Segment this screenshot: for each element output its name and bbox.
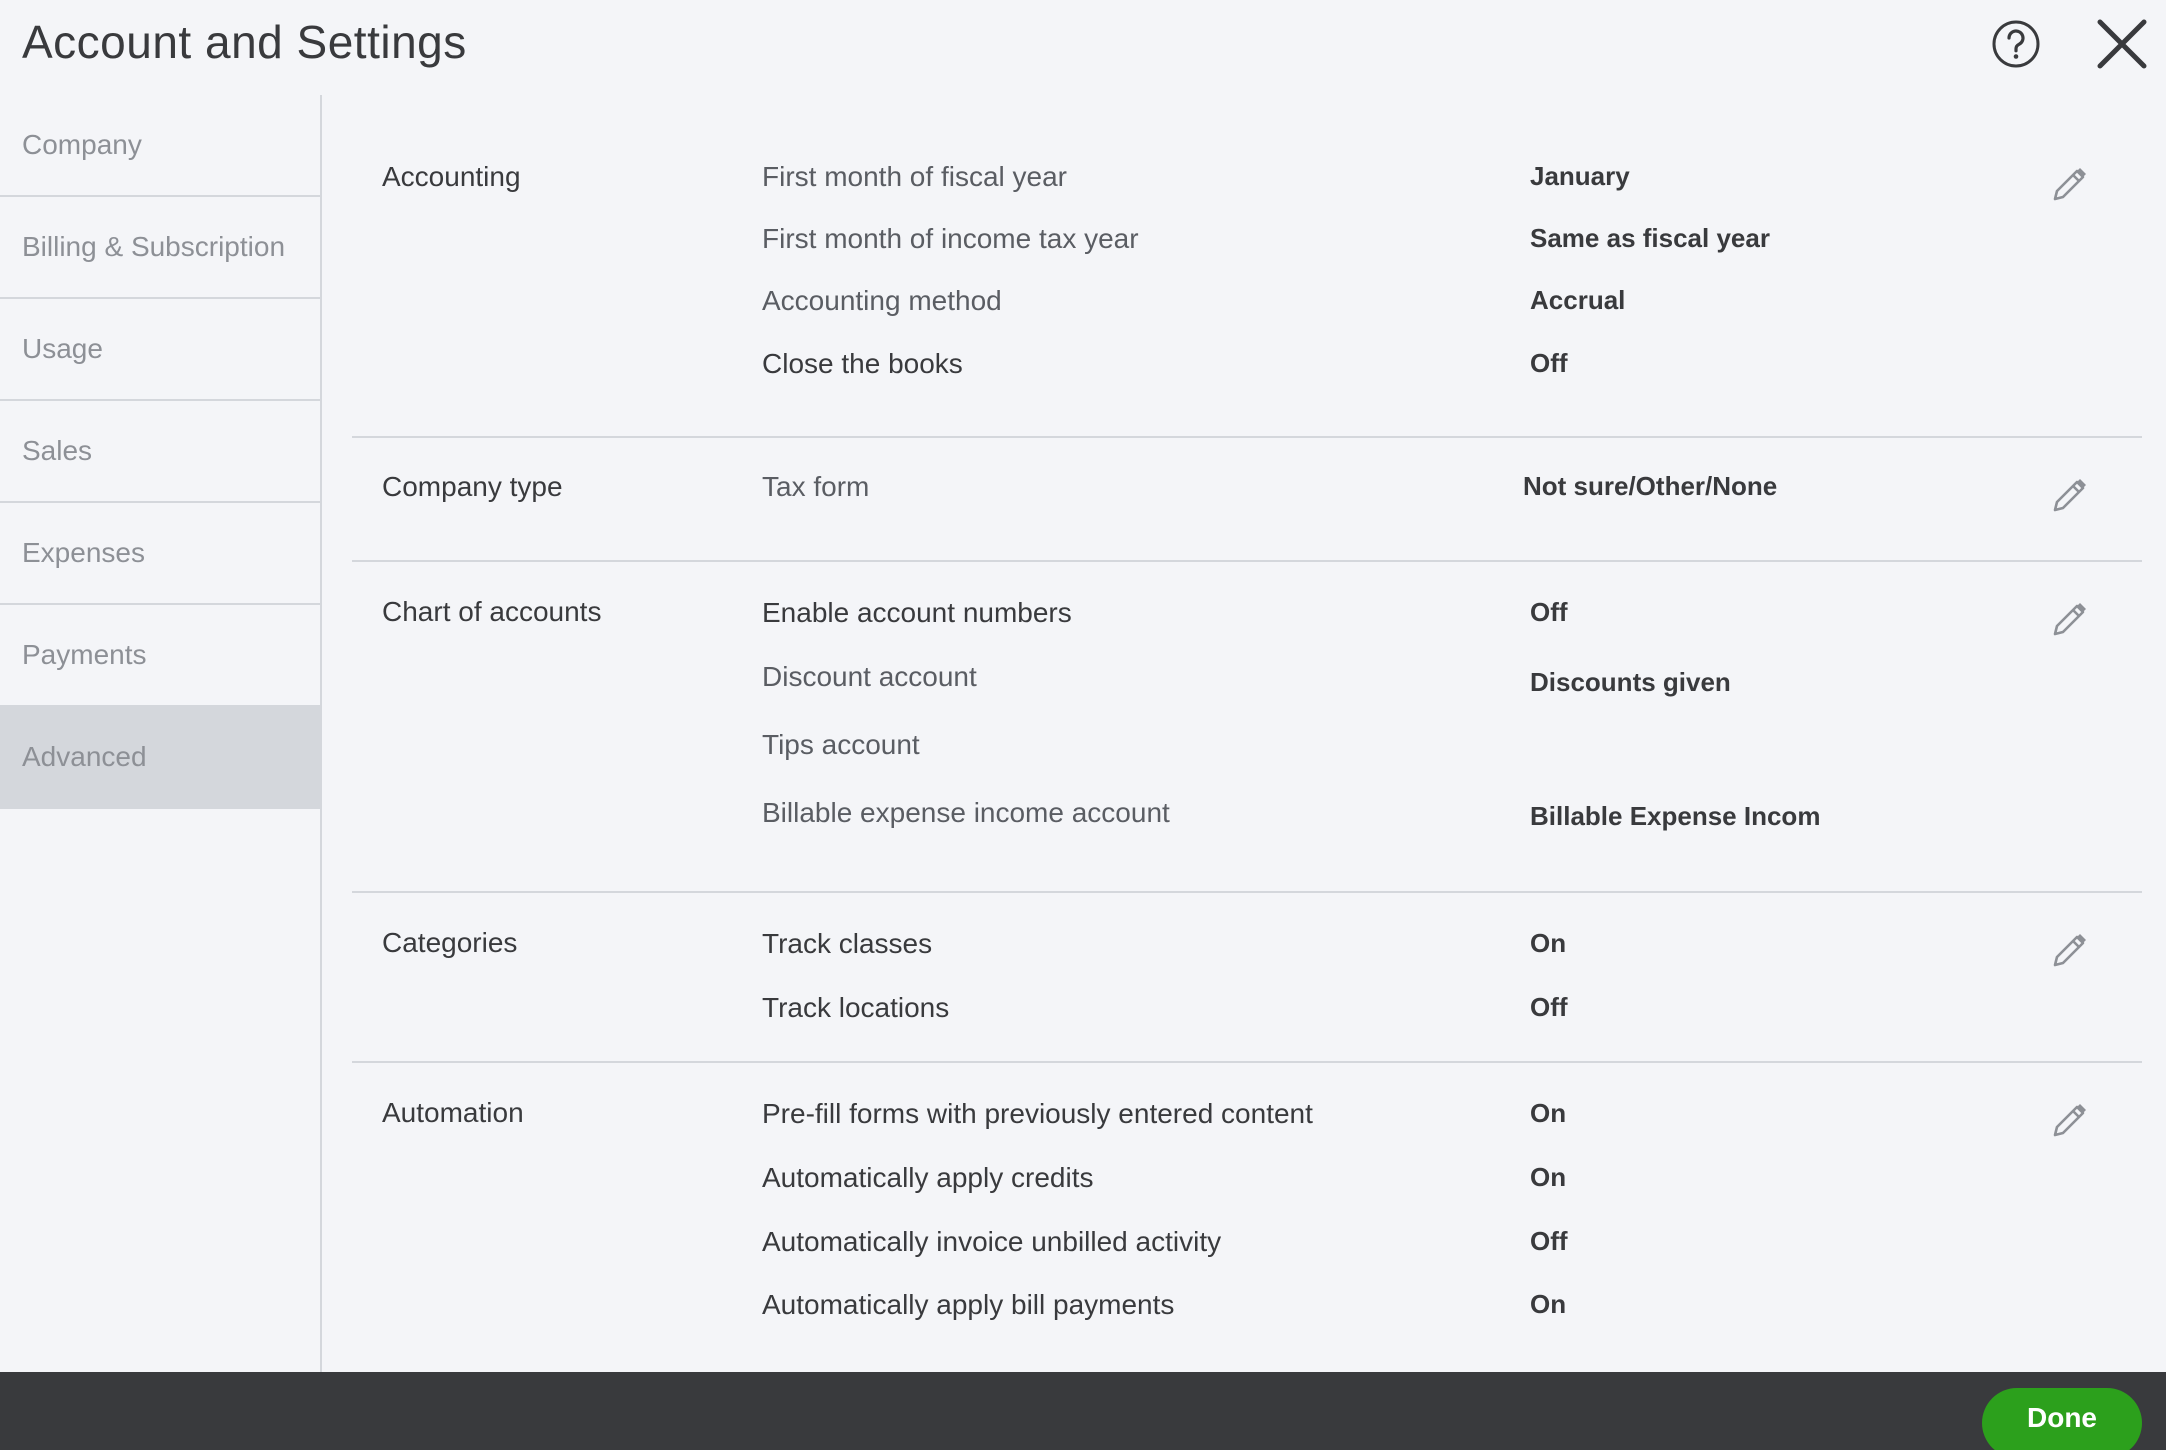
sidebar-item-sales[interactable] [0,401,320,503]
setting-label: Automatically apply credits [762,1162,1094,1193]
settings-content [352,95,2142,1372]
sidebar-item-advanced[interactable] [0,707,320,809]
done-button[interactable]: Done [1982,1388,2142,1450]
sidebar-item-company[interactable] [0,95,320,197]
automation-section [352,1063,2142,1363]
setting-label: Discount account [762,661,977,692]
setting-label: Tax form [762,471,870,502]
sidebar-item-billing-subscription[interactable] [0,197,320,299]
setting-row [762,992,1962,1032]
setting-value: On [1530,1162,1567,1192]
help-button[interactable] [1990,18,2042,70]
pencil-icon[interactable] [2047,476,2089,518]
setting-label: First month of income tax year [762,223,1139,254]
setting-label: Track locations [762,992,950,1023]
setting-row [762,471,1962,511]
setting-label: Tips account [762,729,920,760]
section-title: Automation [382,1097,524,1128]
sidebar-item-label: Advanced [22,741,147,772]
sidebar-item-expenses[interactable] [0,503,320,605]
section-title: Company type [382,471,563,502]
sidebar-item-label: Billing & Subscription [22,231,286,262]
setting-row [762,285,1962,325]
accounting-section [352,95,2142,438]
pencil-icon[interactable] [2047,165,2089,207]
setting-value: On [1530,1289,1567,1319]
close-button[interactable] [2094,16,2150,72]
setting-label: Automatically invoice unbilled activity [762,1226,1222,1257]
setting-value: On [1530,928,1567,958]
section-title: Chart of accounts [382,596,602,627]
page-title: Account and Settings [22,16,467,68]
sidebar-item-label: Payments [22,639,147,670]
section-title: Accounting [382,161,521,192]
setting-value: January [1530,161,1630,191]
setting-label: Accounting method [762,285,1002,316]
categories-section [352,893,2142,1063]
setting-value: Accrual [1530,285,1626,315]
setting-row [762,1289,1962,1329]
setting-label: Automatically apply bill payments [762,1289,1175,1320]
setting-row [762,661,1962,701]
sidebar-item-label: Company [22,129,142,160]
setting-row [762,348,1962,388]
setting-label: Track classes [762,928,933,959]
setting-label: First month of fiscal year [762,161,1067,192]
setting-value: Same as fiscal year [1530,223,1770,253]
company-type-section [352,438,2142,562]
sidebar-item-label: Sales [22,435,93,466]
setting-row [762,1162,1962,1202]
setting-row [762,928,1962,968]
setting-value: Not sure/Other/None [1523,471,1778,501]
setting-label: Pre-fill forms with previously entered content [762,1098,1313,1129]
setting-value: Off [1530,348,1568,378]
sidebar-item-payments[interactable] [0,605,320,707]
setting-value: Discounts given [1530,667,1731,697]
help-circle-icon [1990,18,2042,70]
setting-label: Close the books [762,348,963,379]
settings-sidebar [0,95,322,1372]
pencil-icon[interactable] [2047,931,2089,973]
sidebar-item-label: Expenses [22,537,145,568]
pencil-icon[interactable] [2047,600,2089,642]
sidebar-item-label: Usage [22,333,103,364]
setting-label: Enable account numbers [762,597,1072,628]
section-title: Categories [382,927,518,958]
setting-value: Off [1530,1226,1568,1256]
setting-row [762,161,1962,201]
chart-of-accounts-section [352,562,2142,893]
setting-row [762,1098,1962,1138]
setting-value: Billable Expense Incom [1530,801,1821,831]
footer-bar [0,1372,2166,1450]
setting-row [762,223,1962,263]
close-icon [2094,16,2150,72]
setting-row [762,797,1962,837]
setting-value: On [1530,1098,1567,1128]
setting-row [762,1226,1962,1266]
setting-row [762,729,1962,769]
pencil-icon[interactable] [2047,1101,2089,1143]
setting-label: Billable expense income account [762,797,1170,828]
setting-value: Off [1530,992,1568,1022]
setting-value: Off [1530,597,1568,627]
setting-row [762,597,1962,637]
sidebar-item-usage[interactable] [0,299,320,401]
